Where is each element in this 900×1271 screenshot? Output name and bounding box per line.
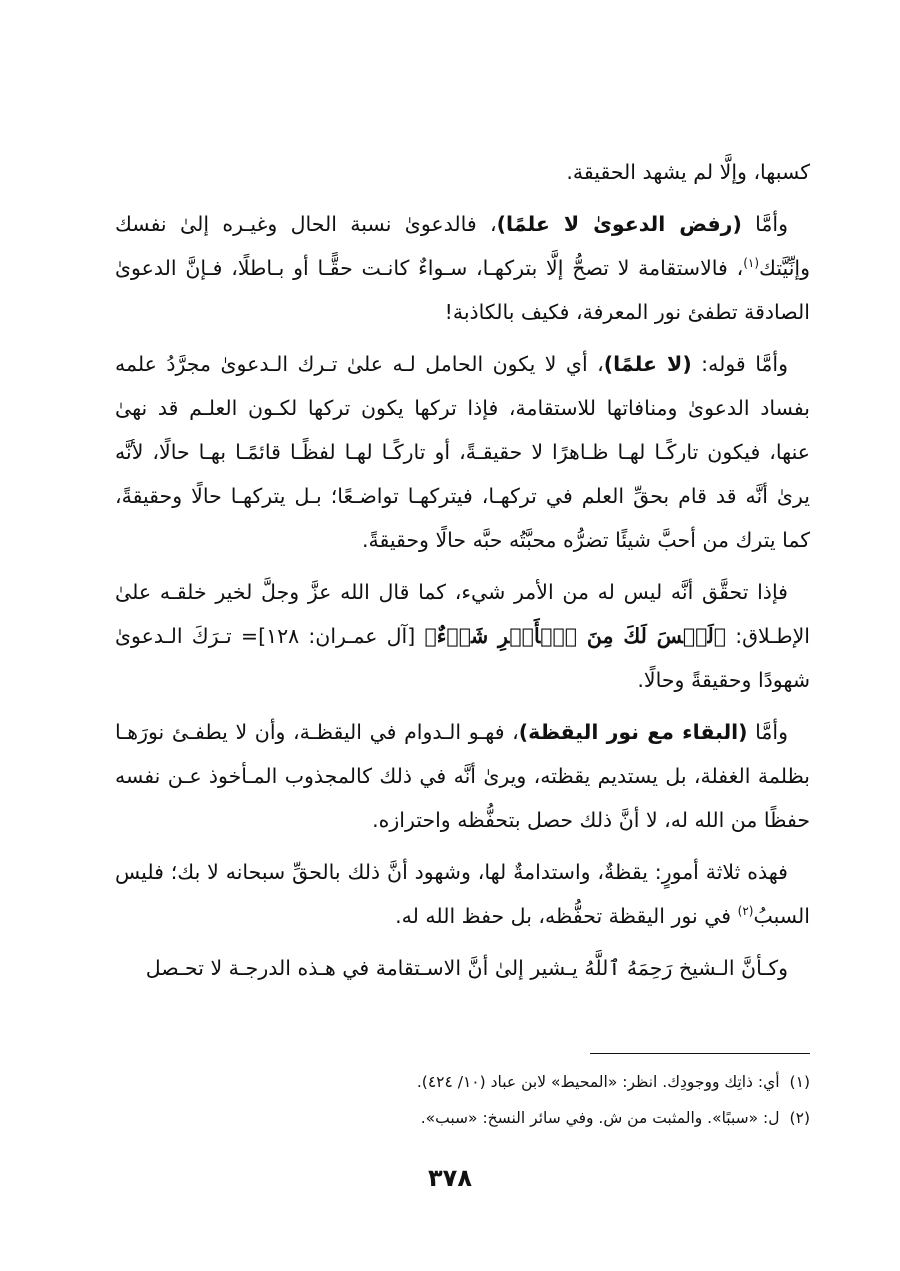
paragraph-3	[115, 342, 810, 562]
paragraph-5-text: ، فهـو الـدوام في اليقظـة، وأن لا يطفـئ نورَهـا بظلمة الغفلة، بل يستديم يقظته، ويرىٰ أنَّه في ذلك كالمجذوب المـأخوذ عـن نفسه حفظًا من الله له، لا أنَّ ذلك حصل بتحفُّظه واحترازه.	[115, 720, 810, 832]
footnote-2-text: ل: «سببًا». والمثبت من ش. وفي سائر النسخ: «سبب».	[420, 1109, 780, 1127]
paragraph-1	[115, 150, 810, 194]
footnotes	[115, 1064, 810, 1136]
quran-verse: ﴿لَيۡسَ لَكَ مِنَ ٱلۡأَمۡرِ شَيۡءٌ﴾	[424, 624, 727, 648]
paragraph-2-lead: وأمَّا	[741, 212, 788, 236]
paragraph-7-text: وكـأنَّ الـشيخ رَحِمَهُ ٱللَّهُ يـشير إلىٰ أنَّ الاسـتقامة في هـذه الدرجـة لا تحـصل	[145, 956, 788, 980]
footnote-ref-1: (١)	[743, 256, 760, 271]
footnote-1-number: (١)	[789, 1073, 810, 1091]
paragraph-5-heading: (البقاء مع نور اليقظة)	[518, 720, 748, 744]
paragraph-2-text-b: ، فالاستقامة لا تصحُّ إلَّا بتركهـا، سـواءٌ كانـت حقًّـا أو بـاطلًا، فـإنَّ الدعوىٰ الصادقة تطفئ نور المعرفة، فكيف بالكاذبة!	[115, 256, 810, 324]
paragraph-4-text-b: = تـرَكَ الـدعوىٰ شهودًا وحقيقةً وحالًا.	[115, 624, 810, 692]
footnote-1-text: أي: ذاتِك ووجودِك. انظر: «المحيط» لابن عباد (١٠/ ٤٢٤).	[416, 1073, 780, 1091]
footnote-ref-2: (٢)	[737, 904, 754, 919]
paragraph-5-lead: وأمَّا	[747, 720, 788, 744]
paragraph-1-text: كسبها، وإلَّا لم يشهد الحقيقة.	[566, 160, 810, 184]
paragraph-6-text-a: فهذه ثلاثة أمورٍ: يقظةٌ، واستدامةٌ لها، وشهود أنَّ ذلك بالحقِّ سبحانه لا بك؛ فليس السببُ	[115, 860, 810, 928]
paragraph-3-lead: وأمَّا قوله:	[691, 352, 789, 376]
footnote-1	[115, 1064, 810, 1100]
footnote-2	[115, 1100, 810, 1136]
footnote-2-number: (٢)	[789, 1109, 810, 1127]
paragraph-4	[115, 570, 810, 702]
paragraph-4-text-a: فإذا تحقَّق أنَّه ليس له من الأمر شيء، كما قال الله عزَّ وجلَّ لخير خلقـه علىٰ الإطـلاق:	[115, 580, 810, 648]
paragraph-6-text-b: في نور اليقظة تحفُّظه، بل حفظ الله له.	[395, 904, 738, 928]
main-text	[115, 150, 810, 998]
paragraph-2-text-a: ، فالدعوىٰ نسبة الحال وغيـره إلىٰ نفسك وإنِّيَّتك	[115, 212, 810, 280]
paragraph-2	[115, 202, 810, 334]
paragraph-3-text: ، أي لا يكون الحامل لـه علىٰ تـرك الـدعوىٰ مجرَّدُ علمه بفساد الدعوىٰ ومنافاتها للاستقامة، فإذا تركها يكون تركها لكـون العلـم قد نهىٰ عنها، فيكون تاركًـا لهـا ظـاهرًا لا حقيقـةً، أو تاركًـا لهـا لفظًـا قائمًـا بهـا حالًا، لأنَّه يرىٰ أنَّه قد قام بحقِّ العلم في تركهـا، فيتركهـا تواضـعًا؛ بـل يتركهـا حالًا وحقيقةً، كما يترك من أحبَّ شيئًا تضرُّه محبَّتُه حبَّه حالًا وحقيقةً.	[115, 352, 810, 552]
paragraph-6	[115, 850, 810, 938]
paragraph-2-heading: (رفض الدعوىٰ لا علمًا)	[496, 212, 742, 236]
verse-citation: [آل عمـران: ١٢٨]	[258, 624, 425, 648]
paragraph-3-heading: (لا علمًا)	[603, 352, 692, 376]
paragraph-5	[115, 710, 810, 842]
paragraph-7	[115, 946, 810, 990]
page-number: ٣٧٨	[428, 1164, 472, 1192]
footnote-divider	[590, 1053, 810, 1054]
